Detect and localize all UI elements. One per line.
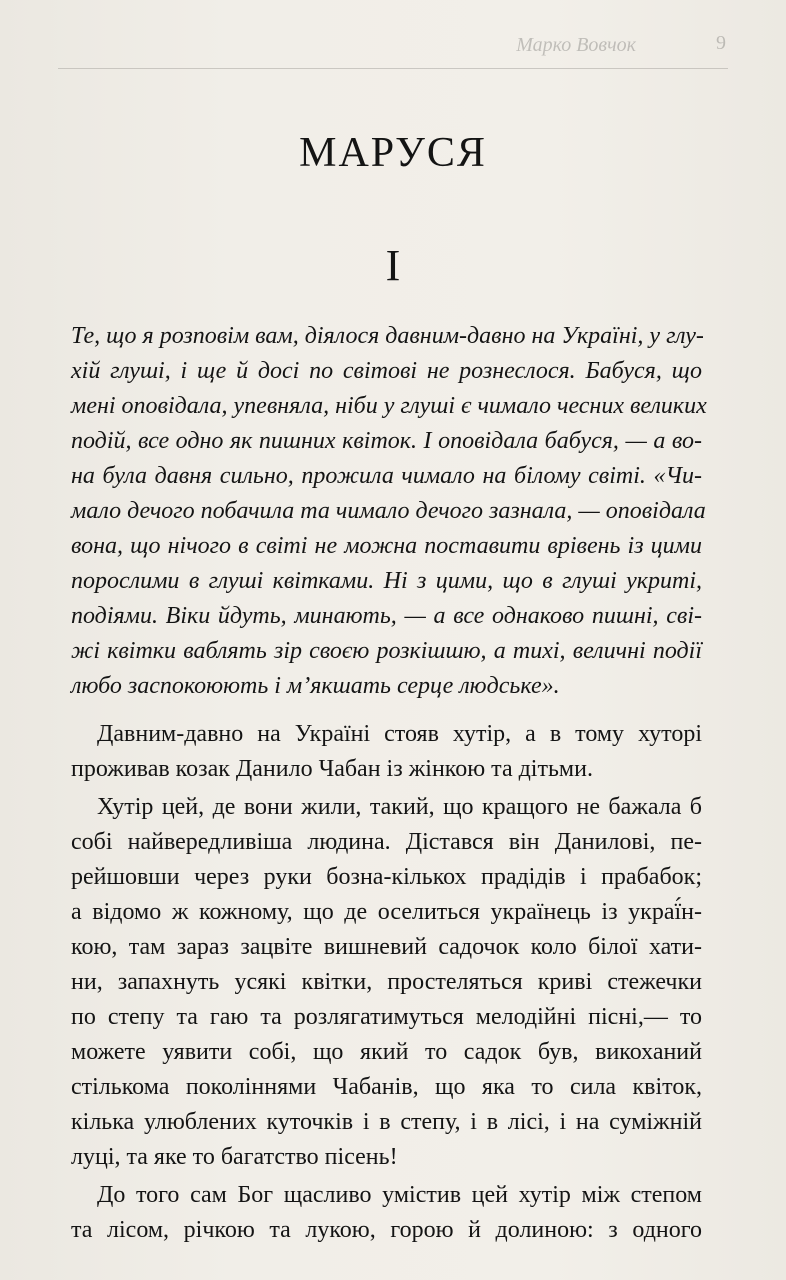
paragraph-line: кілька улюблених куточків і в степу, і в лісі, і на суміжній	[71, 1109, 702, 1135]
story-title: МАРУСЯ	[299, 130, 487, 176]
chapter-number: I	[385, 241, 401, 290]
paragraph-line: Давним-давно на Україні стояв хутір, а в тому хуторі	[97, 721, 702, 747]
epigraph-line: на була давня сильно, прожила чимало на білому світі. «Чи-	[71, 463, 702, 489]
page-number: 9	[716, 32, 726, 54]
epigraph-line: любо заспокоюють і м’якшать серце людське».	[71, 673, 560, 699]
paragraph-line: собі найвередливіша людина. Дістався він Данилові, пе-	[71, 829, 702, 855]
epigraph	[71, 319, 707, 704]
epigraph-line: вона, що нічого в світі не можна поставити врівень із цими	[71, 533, 702, 559]
paragraph	[71, 790, 702, 1175]
header-rule	[58, 68, 728, 69]
running-title: Марко Вовчок	[516, 34, 636, 56]
paragraph-line: проживав козак Данило Чабан із жінкою та дітьми.	[71, 756, 593, 782]
paragraph-line: можете уявити собі, що який то садок був, викоханий	[71, 1039, 702, 1065]
page-header	[60, 28, 726, 58]
epigraph-line: подій, все одно як пишних квіток. І оповідала бабуся, — а во-	[71, 428, 702, 454]
epigraph-line: подіями. Віки йдуть, минають, — а все однаково пишні, сві-	[71, 603, 702, 629]
paragraph-line: по степу та гаю та розлягатимуться мелодійні пісні,— то	[71, 1004, 702, 1030]
paragraph-line: кою, там зараз зацвіте вишневий садочок коло білої хати-	[71, 934, 702, 960]
epigraph-line: мало дечого побачила та чимало дечого зазнала, — оповідала	[71, 498, 706, 524]
paragraph-line: та лісом, річкою та лукою, горою й долиною: з одного	[71, 1217, 702, 1243]
paragraph	[71, 717, 702, 787]
epigraph-line: порослими в глуші квітками. Ні з цими, що в глуші укриті,	[71, 568, 702, 594]
paragraph-line: а відомо ж кожному, що де оселиться українець із украї́н-	[71, 899, 702, 925]
paragraph-line: До того сам Бог щасливо умістив цей хутір між степом	[97, 1182, 702, 1208]
paragraph-line: рейшовши через руки бозна-кількох прадідів і прабабок;	[71, 864, 702, 890]
paragraph-line: Хутір цей, де вони жили, такий, що кращого не бажала б	[97, 794, 702, 820]
paragraph-line: ни, запахнуть усякі квітки, простеляться криві стежечки	[71, 969, 702, 995]
epigraph-line: хій глуші, і ще й досі по світові не рознеслося. Бабуся, що	[71, 358, 702, 384]
epigraph-line: Те, що я розповім вам, діялося давним-давно на Україні, у глу-	[71, 323, 704, 349]
paragraph-line: стількома поколіннями Чабанів, що яка то сила квіток,	[71, 1074, 702, 1100]
paragraph	[71, 1178, 702, 1248]
paragraph-line: луці, та яке то багатство пісень!	[71, 1144, 398, 1170]
epigraph-line: мені оповідала, упевняла, ніби у глуші є чимало чесних великих	[71, 393, 707, 419]
body-text	[71, 717, 702, 1248]
epigraph-line: жі квітки ваблять зір своєю розкішшю, а тихі, величні події	[71, 638, 702, 664]
